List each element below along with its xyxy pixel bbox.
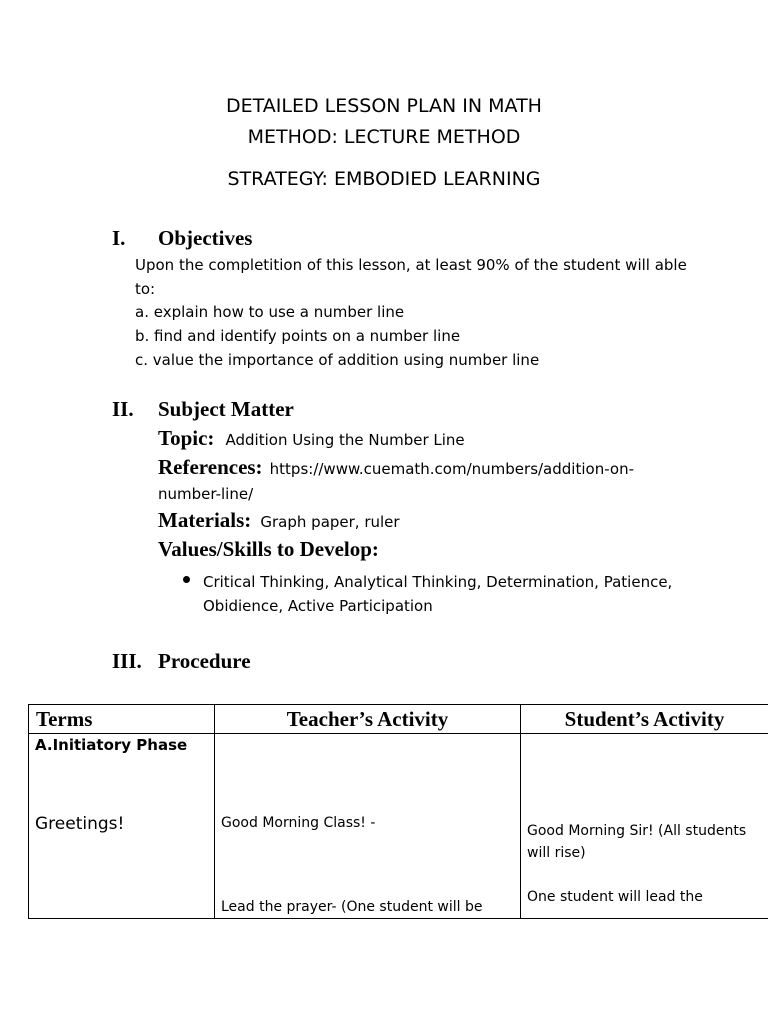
student-greeting-line1: Good Morning Sir! (All students — [527, 823, 747, 839]
section-number-procedure: III. — [112, 649, 142, 673]
header-teacher-activity: Teacher’s Activity — [215, 705, 521, 734]
greetings-label: Greetings! — [35, 814, 125, 834]
objective-item-a: a. explain how to use a number line — [135, 303, 405, 321]
header-terms: Terms — [29, 705, 215, 734]
materials-value: Graph paper, ruler — [260, 513, 400, 531]
objective-item-b: b. find and identify points on a number line — [135, 327, 461, 345]
values-line1: Critical Thinking, Analytical Thinking, Determination, Patience, — [203, 573, 673, 591]
bullet-icon — [183, 576, 190, 583]
method-line: METHOD: LECTURE METHOD — [247, 126, 521, 148]
materials-row — [158, 508, 400, 533]
header-student-activity: Student’s Activity — [521, 705, 768, 734]
topic-label: Topic: — [158, 426, 215, 450]
objectives-intro-line2: to: — [135, 280, 156, 298]
table-row — [29, 734, 768, 919]
section-title-objectives: Objectives — [158, 226, 253, 250]
values-line2: Obidience, Active Participation — [203, 597, 433, 615]
references-value-cont: number-line/ — [158, 485, 254, 503]
student-activity-cell — [521, 734, 768, 919]
references-label: References: — [158, 455, 263, 479]
student-greeting-line2: will rise) — [527, 845, 586, 861]
teacher-prayer: Lead the prayer- (One student will be — [221, 899, 483, 915]
topic-row — [158, 426, 465, 451]
objectives-intro-line1: Upon the completition of this lesson, at least 90% of the student will able — [135, 256, 687, 274]
table-header-row — [29, 705, 768, 734]
terms-cell — [29, 734, 215, 919]
section-title-subject-matter: Subject Matter — [158, 397, 294, 421]
materials-label: Materials: — [158, 508, 252, 532]
topic-value: Addition Using the Number Line — [225, 431, 465, 449]
strategy-line: STRATEGY: EMBODIED LEARNING — [227, 168, 541, 190]
procedure-table — [28, 704, 768, 919]
teacher-activity-cell — [215, 734, 521, 919]
section-title-procedure: Procedure — [158, 649, 251, 673]
teacher-greeting: Good Morning Class! - — [221, 815, 376, 831]
references-row — [158, 455, 634, 480]
objective-item-c: c. value the importance of addition using number line — [135, 351, 540, 369]
section-number-objectives: I. — [112, 226, 126, 250]
phase-label: A.Initiatory Phase — [35, 736, 188, 754]
doc-title: DETAILED LESSON PLAN IN MATH — [226, 95, 542, 117]
references-value: https://www.cuemath.com/numbers/addition-on- — [269, 460, 634, 478]
values-skills-label: Values/Skills to Develop: — [158, 537, 379, 561]
student-prayer: One student will lead the — [527, 889, 703, 905]
section-number-subject-matter: II. — [112, 397, 134, 421]
